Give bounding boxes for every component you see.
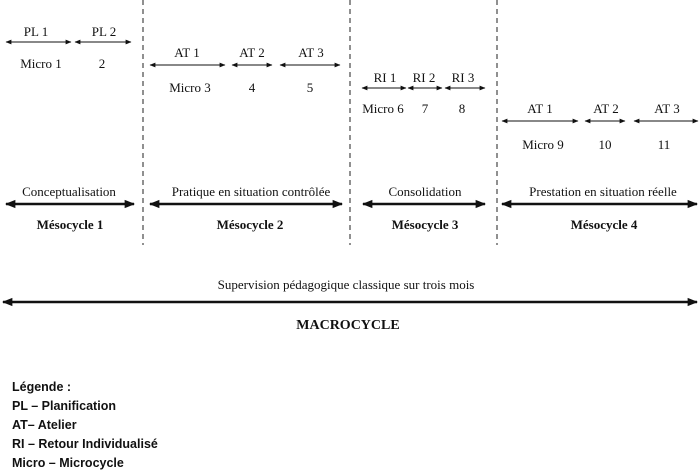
micro-label: 5 bbox=[306, 80, 314, 95]
session-label: AT 3 bbox=[298, 45, 324, 60]
session-label: RI 2 bbox=[412, 70, 436, 85]
session-label: RI 1 bbox=[373, 70, 397, 85]
micro-label: 7 bbox=[421, 101, 429, 116]
micro-label: Micro 6 bbox=[362, 101, 404, 116]
session-label: AT 1 bbox=[174, 45, 200, 60]
macrocycle-label: MACROCYCLE bbox=[296, 318, 400, 333]
macrocycle-caption: Supervision pédagogique classique sur trois mois bbox=[217, 277, 475, 292]
mesocycle-phase: Conceptualisation bbox=[22, 184, 116, 199]
legend-item: PL – Planification bbox=[12, 399, 116, 413]
mesocycle-phase: Consolidation bbox=[388, 184, 462, 199]
legend-item: AT– Atelier bbox=[12, 418, 77, 432]
legend bbox=[12, 378, 158, 473]
legend-item: Micro – Microcycle bbox=[12, 456, 124, 470]
mesocycle-label: Mésocycle 2 bbox=[216, 217, 284, 232]
micro-label: 11 bbox=[657, 137, 671, 152]
micro-label: Micro 9 bbox=[522, 137, 564, 152]
micro-label: 2 bbox=[98, 56, 106, 71]
micro-label: Micro 3 bbox=[169, 80, 211, 95]
session-label: AT 2 bbox=[239, 45, 265, 60]
micro-label: 8 bbox=[458, 101, 466, 116]
session-label: PL 2 bbox=[91, 24, 117, 39]
mesocycle-label: Mésocycle 3 bbox=[391, 217, 459, 232]
session-label: AT 3 bbox=[654, 101, 680, 116]
session-label: AT 2 bbox=[593, 101, 619, 116]
micro-label: 10 bbox=[598, 137, 612, 152]
micro-label: 4 bbox=[248, 80, 256, 95]
mesocycle-label: Mésocycle 1 bbox=[36, 217, 104, 232]
micro-label: Micro 1 bbox=[20, 56, 62, 71]
session-label: AT 1 bbox=[527, 101, 553, 116]
legend-title: Légende : bbox=[12, 380, 72, 394]
mesocycle-phase: Pratique en situation contrôlée bbox=[171, 184, 331, 199]
session-label: RI 3 bbox=[451, 70, 475, 85]
mesocycle-phase: Prestation en situation réelle bbox=[529, 184, 677, 199]
session-label: PL 1 bbox=[23, 24, 49, 39]
legend-item: RI – Retour Individualisé bbox=[12, 437, 158, 451]
mesocycle-label: Mésocycle 4 bbox=[570, 217, 638, 232]
